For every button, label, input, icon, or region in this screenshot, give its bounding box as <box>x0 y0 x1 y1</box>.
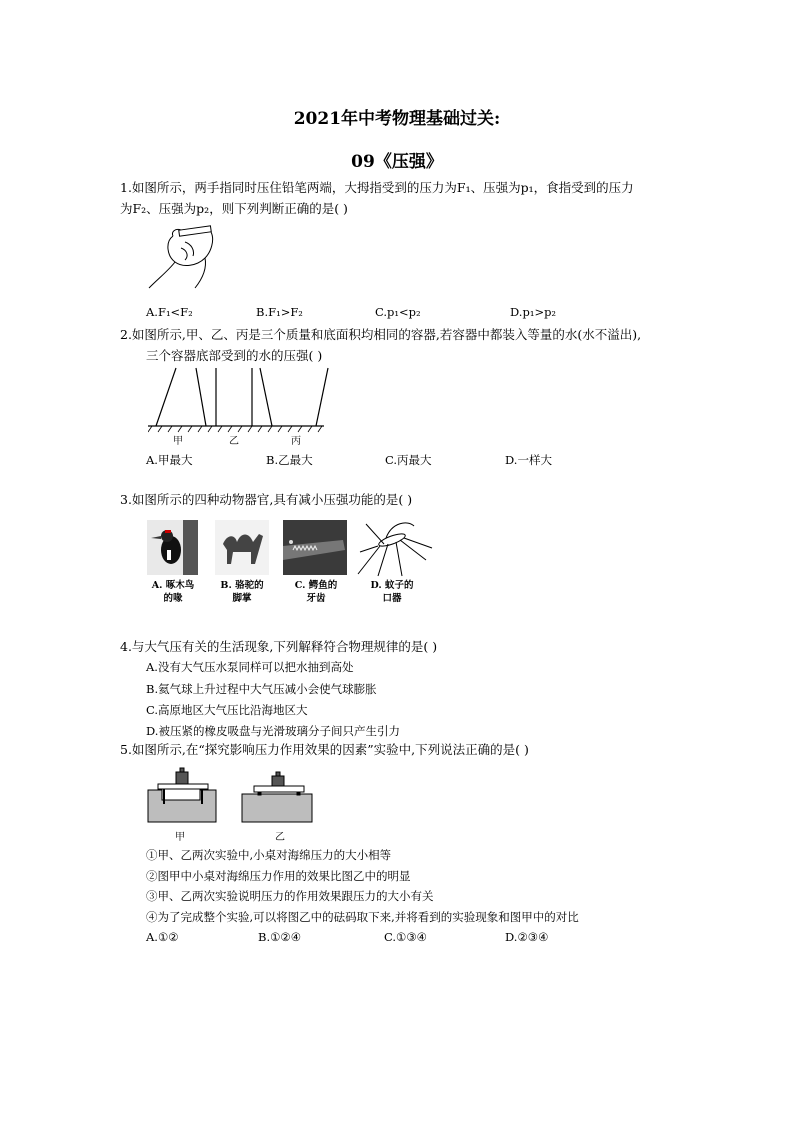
q4-option-b: B.氦气球上升过程中大气压减小会使气球膨胀 <box>146 682 377 696</box>
q2-label-yi: 乙 <box>229 436 239 447</box>
q5-label-jia: 甲 <box>175 832 185 843</box>
q5-option-c: C.①③④ <box>384 930 427 944</box>
q4-stem: 4.与大气压有关的生活现象,下列解释符合物理规律的是( ) <box>120 639 438 654</box>
sponge-table-figure <box>146 764 316 824</box>
q2-option-c: C.丙最大 <box>385 453 432 467</box>
q5-option-b: B.①②④ <box>258 930 302 944</box>
crocodile-photo <box>283 520 347 575</box>
woodpecker-photo <box>147 520 198 575</box>
q3-caption-b: B. 骆驼的 脚掌 <box>220 580 264 604</box>
q1-option-d: D.p₁>p₂ <box>510 305 557 319</box>
q5-label-yi: 乙 <box>275 832 285 843</box>
q1-option-a: A.F₁<F₂ <box>146 305 193 319</box>
q1-stem-line2: 为F₂、压强为p₂，则下列判断正确的是( ) <box>120 201 348 216</box>
q3-caption-c: C. 鳄鱼的 牙齿 <box>294 580 338 604</box>
q2-stem-line1: 2.如图所示,甲、乙、丙是三个质量和底面积均相同的容器,若容器中都装入等量的水(水不溢出), <box>120 327 642 342</box>
q2-option-a: A.甲最大 <box>146 453 193 467</box>
q5-statement-1: ①甲、乙两次实验中,小桌对海绵压力的大小相等 <box>146 848 392 862</box>
q2-option-b: B.乙最大 <box>266 453 313 467</box>
q2-stem-line2: 三个容器底部受到的水的压强( ) <box>146 348 323 363</box>
q2-label-bing: 丙 <box>291 436 301 447</box>
page-subtitle: 09《压强》 <box>351 152 443 172</box>
q3-caption-d: D. 蚊子的 口器 <box>370 580 414 604</box>
hand-pencil-figure <box>145 222 225 292</box>
q5-stem: 5.如图所示,在“探究影响压力作用效果的因素”实验中,下列说法正确的是( ) <box>120 742 529 757</box>
q5-option-d: D.②③④ <box>505 930 549 944</box>
q3-stem: 3.如图所示的四种动物器官,具有减小压强功能的是( ) <box>120 492 413 507</box>
q5-statement-2: ②图甲中小桌对海绵压力作用的效果比图乙中的明显 <box>146 869 411 883</box>
q4-option-d: D.被压紧的橡皮吸盘与光滑玻璃分子间只产生引力 <box>146 724 400 738</box>
q5-option-a: A.①② <box>146 930 179 944</box>
q4-option-a: A.没有大气压水泵同样可以把水抽到高处 <box>146 660 354 674</box>
three-containers-figure <box>148 366 338 434</box>
q2-option-d: D.一样大 <box>505 453 552 467</box>
q1-stem-line1: 1.如图所示，两手指同时压住铅笔两端，大拇指受到的压力为F₁、压强为p₁，食指受到的压力 <box>120 180 634 195</box>
q1-option-c: C.p₁<p₂ <box>375 305 421 319</box>
camel-photo <box>215 520 269 575</box>
q4-option-c: C.高原地区大气压比沿海地区大 <box>146 703 308 717</box>
q5-statement-4: ④为了完成整个实验,可以将图乙中的砝码取下来,并将看到的实验现象和图甲中的对比 <box>146 910 579 924</box>
q5-statement-3: ③甲、乙两次实验说明压力的作用效果跟压力的大小有关 <box>146 889 434 903</box>
mosquito-drawing <box>352 518 434 578</box>
page-title: 2021年中考物理基础过关: <box>293 109 501 129</box>
q1-option-b: B.F₁>F₂ <box>256 305 303 319</box>
q2-label-jia: 甲 <box>173 436 183 447</box>
q3-caption-a: A. 啄木鸟 的喙 <box>151 580 195 604</box>
